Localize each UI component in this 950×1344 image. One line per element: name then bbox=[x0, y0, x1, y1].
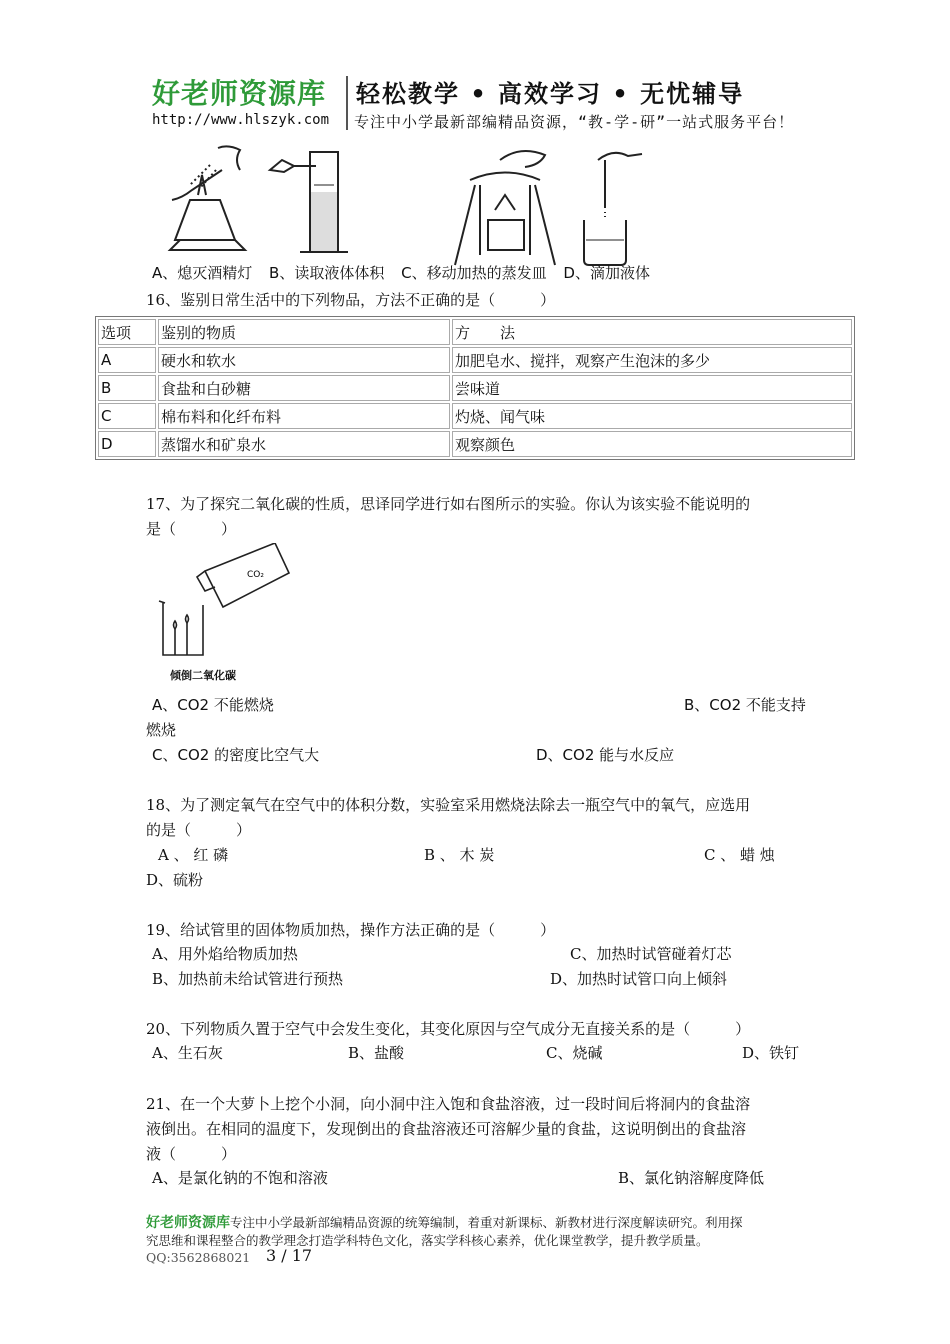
footer-text-line1: 专注中小学最新部编精品资源的统筹编制，着重对新课标、新教材进行深度解读研究。利用探 bbox=[230, 1215, 743, 1230]
co2-figure-label: 倾倒二氧化碳 bbox=[170, 669, 236, 682]
table-header-row bbox=[98, 319, 852, 345]
table-row bbox=[98, 347, 852, 373]
q21-option-b: B、氯化钠溶解度降低 bbox=[618, 1169, 765, 1187]
row-method: 加肥皂水、搅拌，观察产生泡沫的多少 bbox=[452, 347, 852, 373]
q21-stem-line2: 液倒出。在相同的温度下，发现倒出的食盐溶液还可溶解少量的食盐，这说明倒出的食盐溶 bbox=[146, 1120, 747, 1138]
q16-stem: 16、鉴别日常生活中的下列物品，方法不正确的是（ ） bbox=[146, 291, 556, 309]
figure-captions bbox=[152, 262, 662, 283]
q19-stem: 19、给试管里的固体物质加热，操作方法正确的是（ ） bbox=[146, 921, 556, 939]
q20-option-c: C、烧碱 bbox=[546, 1044, 603, 1062]
q19-option-b: B、加热前未给试管进行预热 bbox=[152, 970, 344, 988]
row-option: B bbox=[98, 375, 156, 401]
lab-operations-figure bbox=[150, 140, 710, 270]
q20-option-b: B、盐酸 bbox=[348, 1044, 405, 1062]
row-option: A bbox=[98, 347, 156, 373]
footer-description bbox=[146, 1214, 826, 1249]
header-option: 选项 bbox=[98, 319, 156, 345]
q16-table bbox=[95, 316, 855, 460]
footer-brand: 好老师资源库 bbox=[146, 1215, 230, 1231]
q17-stem-line2: 是（ ） bbox=[146, 520, 237, 538]
q17-stem-line1: 17、为了探究二氧化碳的性质，思译同学进行如右图所示的实验。你认为该实验不能说明的 bbox=[146, 495, 751, 513]
q21-stem-line3: 液（ ） bbox=[146, 1145, 237, 1163]
q20-option-a: A、生石灰 bbox=[152, 1044, 223, 1062]
brand-title: 好老师资源库 bbox=[152, 77, 327, 110]
q17-option-d: D、CO2 能与水反应 bbox=[536, 746, 675, 764]
table-row bbox=[98, 431, 852, 457]
row-method: 观察颜色 bbox=[452, 431, 852, 457]
q18-stem-line2: 的是（ ） bbox=[146, 821, 252, 839]
q21-stem-line1: 21、在一个大萝卜上挖个小洞，向小洞中注入饱和食盐溶液，过一段时间后将洞内的食盐溶 bbox=[146, 1095, 751, 1113]
q20-option-d: D、铁钉 bbox=[742, 1044, 800, 1062]
row-substance: 硬水和软水 bbox=[158, 347, 450, 373]
q18-option-a: A 、 红 磷 bbox=[158, 846, 229, 864]
footer-text-line2: 究思维和课程整合的教学理念打造学科特色文化，落实学科核心素养，优化课堂教学，提升教学质量。 bbox=[146, 1233, 709, 1248]
co2-pour-figure bbox=[155, 543, 290, 658]
extinguish-lamp-drawing bbox=[170, 146, 245, 250]
footer-qq: QQ:3562868021 bbox=[146, 1250, 251, 1265]
header-method: 方 法 bbox=[452, 319, 852, 345]
header-substance: 鉴别的物质 bbox=[158, 319, 450, 345]
table-row bbox=[98, 375, 852, 401]
dropper-drawing bbox=[584, 153, 642, 265]
row-substance: 蒸馏水和矿泉水 bbox=[158, 431, 450, 457]
bottle-label: CO₂ bbox=[247, 570, 264, 580]
row-method: 尝味道 bbox=[452, 375, 852, 401]
evaporating-dish-drawing bbox=[455, 151, 555, 265]
caption-d: D、滴加液体 bbox=[563, 264, 650, 282]
row-method: 灼烧、闻气味 bbox=[452, 403, 852, 429]
row-option: C bbox=[98, 403, 156, 429]
caption-b: B、读取液体体积 bbox=[269, 264, 385, 282]
header-slogan: 轻松教学 • 高效学习 • 无忧辅导 bbox=[356, 80, 745, 108]
q17-option-c: C、CO2 的密度比空气大 bbox=[152, 746, 320, 764]
table-row bbox=[98, 403, 852, 429]
row-substance: 棉布料和化纤布料 bbox=[158, 403, 450, 429]
header-tagline: 专注中小学最新部编精品资源，“教-学-研”一站式服务平台！ bbox=[354, 113, 795, 131]
caption-c: C、移动加热的蒸发皿 bbox=[401, 264, 547, 282]
measuring-cylinder-drawing bbox=[270, 152, 348, 252]
q18-option-c: C 、 蜡 烛 bbox=[704, 846, 775, 864]
header-url[interactable]: http://www.hlszyk.com bbox=[152, 112, 330, 128]
q20-stem: 20、下列物质久置于空气中会发生变化，其变化原因与空气成分无直接关系的是（ ） bbox=[146, 1020, 751, 1038]
caption-a: A、熄灭酒精灯 bbox=[152, 264, 253, 282]
q19-option-a: A、用外焰给物质加热 bbox=[152, 945, 298, 963]
page-number: 3 / 17 bbox=[266, 1246, 313, 1265]
q18-option-b: B 、 木 炭 bbox=[424, 846, 495, 864]
q17-option-b-cont: 燃烧 bbox=[146, 721, 177, 739]
q19-option-c: C、加热时试管碰着灯芯 bbox=[570, 945, 732, 963]
q17-option-b: B、CO2 不能支持 bbox=[684, 696, 806, 714]
header-divider bbox=[346, 76, 348, 130]
q18-stem-line1: 18、为了测定氧气在空气中的体积分数，实验室采用燃烧法除去一瓶空气中的氧气，应选用 bbox=[146, 796, 751, 814]
q21-option-a: A、是氯化钠的不饱和溶液 bbox=[152, 1169, 328, 1187]
q19-option-d: D、加热时试管口向上倾斜 bbox=[550, 970, 728, 988]
row-option: D bbox=[98, 431, 156, 457]
q18-option-d: D、硫粉 bbox=[146, 871, 204, 889]
row-substance: 食盐和白砂糖 bbox=[158, 375, 450, 401]
q17-option-a: A、CO2 不能燃烧 bbox=[152, 696, 274, 714]
